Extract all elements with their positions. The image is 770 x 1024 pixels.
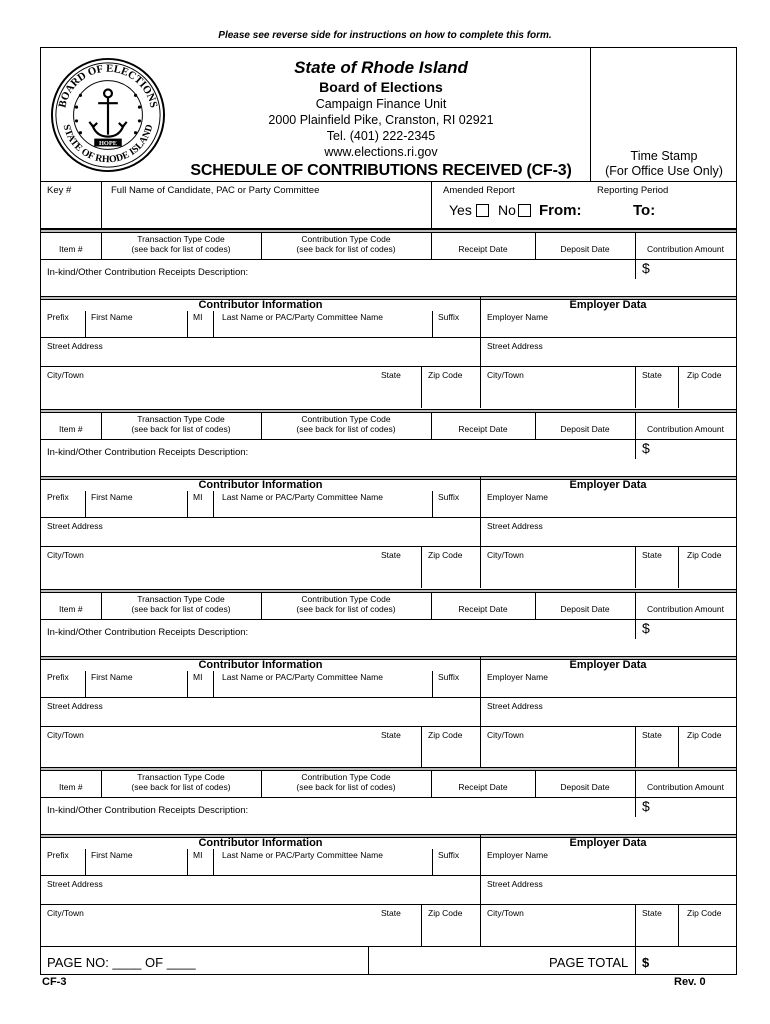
contributor-info-heading: Contributor Information — [198, 299, 323, 311]
contribution-type-hint: (see back for list of codes) — [296, 244, 396, 254]
inkind-description-label: In-kind/Other Contribution Receipts Description: — [47, 627, 249, 638]
contribution-amount-label: Contribution Amount — [646, 782, 725, 792]
prefix-label: Prefix — [47, 492, 69, 502]
item-number-label: Item # — [59, 424, 83, 434]
contribution-entry — [41, 589, 736, 769]
receipt-date-label: Receipt Date — [458, 782, 508, 792]
board-name: Board of Elections — [319, 79, 443, 95]
transaction-type-hint: (see back for list of codes) — [131, 604, 231, 614]
office-use-label: (For Office Use Only) — [605, 164, 723, 178]
employer-street-label: Street Address — [487, 341, 543, 351]
amended-yes-checkbox[interactable] — [476, 204, 489, 217]
state-label: State — [381, 730, 401, 740]
top-note: Please see reverse side for instructions on how to complete this form. — [218, 30, 552, 41]
contribution-entry — [41, 409, 736, 589]
contribution-amount-label: Contribution Amount — [646, 604, 725, 614]
employer-zip-label: Zip Code — [687, 550, 722, 560]
contribution-entry — [41, 229, 736, 409]
employer-data-heading: Employer Data — [569, 837, 647, 849]
zip-label: Zip Code — [428, 550, 463, 560]
reporting-period-label: Reporting Period — [597, 185, 669, 196]
contribution-amount-label: Contribution Amount — [646, 424, 725, 434]
suffix-label: Suffix — [438, 312, 460, 322]
page-footer — [41, 946, 736, 975]
form-title: SCHEDULE OF CONTRIBUTIONS RECEIVED (CF-3) — [190, 162, 572, 179]
deposit-date-label: Deposit Date — [560, 604, 610, 614]
page-total-dollar-sign: $ — [642, 955, 650, 970]
transaction-type-label: Transaction Type Code — [137, 772, 225, 782]
first-name-label: First Name — [91, 850, 133, 860]
amended-no-checkbox[interactable] — [518, 204, 531, 217]
contributor-info-heading: Contributor Information — [198, 837, 323, 849]
employer-city-label: City/Town — [487, 730, 524, 740]
city-label: City/Town — [47, 730, 84, 740]
transaction-type-hint: (see back for list of codes) — [131, 782, 231, 792]
employer-street-label: Street Address — [487, 521, 543, 531]
transaction-type-hint: (see back for list of codes) — [131, 244, 231, 254]
employer-street-label: Street Address — [487, 701, 543, 711]
city-label: City/Town — [47, 370, 84, 380]
employer-zip-label: Zip Code — [687, 908, 722, 918]
item-number-label: Item # — [59, 604, 83, 614]
full-name-label: Full Name of Candidate, PAC or Party Committee — [111, 185, 320, 196]
amount-dollar-sign: $ — [642, 440, 650, 456]
employer-name-label: Employer Name — [487, 672, 548, 682]
street-address-label: Street Address — [47, 879, 103, 889]
contribution-type-label: Contribution Type Code — [301, 772, 391, 782]
employer-state-label: State — [642, 730, 662, 740]
seal-bottom-text: STATE OF RHODE ISLAND — [60, 123, 156, 166]
employer-zip-label: Zip Code — [687, 730, 722, 740]
deposit-date-label: Deposit Date — [560, 782, 610, 792]
last-name-label: Last Name or PAC/Party Committee Name — [222, 672, 383, 682]
zip-label: Zip Code — [428, 730, 463, 740]
seal-hope-banner: HOPE — [98, 139, 118, 147]
suffix-label: Suffix — [438, 492, 460, 502]
receipt-date-label: Receipt Date — [458, 424, 508, 434]
suffix-label: Suffix — [438, 850, 460, 860]
employer-data-heading: Employer Data — [569, 299, 647, 311]
inkind-description-label: In-kind/Other Contribution Receipts Description: — [47, 267, 249, 278]
mi-label: MI — [193, 492, 203, 502]
amended-report-label: Amended Report — [443, 185, 515, 196]
zip-label: Zip Code — [428, 370, 463, 380]
contribution-type-label: Contribution Type Code — [301, 234, 391, 244]
employer-name-label: Employer Name — [487, 492, 548, 502]
employer-city-label: City/Town — [487, 370, 524, 380]
page-total-label: PAGE TOTAL — [549, 955, 629, 970]
street-address-label: Street Address — [47, 701, 103, 711]
deposit-date-label: Deposit Date — [560, 424, 610, 434]
seal-top-text: BOARD OF ELECTIONS — [56, 62, 160, 109]
item-number-label: Item # — [59, 782, 83, 792]
contribution-entry — [41, 767, 736, 947]
agency-phone: Tel. (401) 222-2345 — [326, 129, 436, 143]
employer-state-label: State — [642, 370, 662, 380]
mi-label: MI — [193, 312, 203, 322]
street-address-label: Street Address — [47, 521, 103, 531]
employer-data-heading: Employer Data — [569, 479, 647, 491]
contribution-type-label: Contribution Type Code — [301, 594, 391, 604]
transaction-type-label: Transaction Type Code — [137, 234, 225, 244]
revision-label: Rev. 0 — [674, 976, 706, 988]
employer-data-heading: Employer Data — [569, 659, 647, 671]
unit-name: Campaign Finance Unit — [315, 97, 447, 111]
cf3-form — [40, 47, 737, 975]
prefix-label: Prefix — [47, 672, 69, 682]
form-code: CF-3 — [42, 976, 67, 988]
employer-name-label: Employer Name — [487, 312, 548, 322]
mi-label: MI — [193, 672, 203, 682]
city-label: City/Town — [47, 908, 84, 918]
amended-no-label: No — [498, 202, 516, 218]
first-name-label: First Name — [91, 492, 133, 502]
state-label: State — [381, 370, 401, 380]
first-name-label: First Name — [91, 312, 133, 322]
employer-state-label: State — [642, 550, 662, 560]
employer-name-label: Employer Name — [487, 850, 548, 860]
inkind-description-label: In-kind/Other Contribution Receipts Description: — [47, 805, 249, 816]
deposit-date-label: Deposit Date — [560, 244, 610, 254]
contributor-info-heading: Contributor Information — [198, 659, 323, 671]
prefix-label: Prefix — [47, 312, 69, 322]
amount-dollar-sign: $ — [642, 260, 650, 276]
last-name-label: Last Name or PAC/Party Committee Name — [222, 312, 383, 322]
period-to-label: To: — [633, 202, 656, 219]
report-key-row — [41, 182, 736, 229]
last-name-label: Last Name or PAC/Party Committee Name — [222, 492, 383, 502]
form-header — [41, 48, 736, 182]
employer-street-label: Street Address — [487, 879, 543, 889]
amended-yes-label: Yes — [449, 202, 472, 218]
suffix-label: Suffix — [438, 672, 460, 682]
employer-city-label: City/Town — [487, 550, 524, 560]
first-name-label: First Name — [91, 672, 133, 682]
employer-city-label: City/Town — [487, 908, 524, 918]
transaction-type-label: Transaction Type Code — [137, 594, 225, 604]
zip-label: Zip Code — [428, 908, 463, 918]
employer-state-label: State — [642, 908, 662, 918]
contribution-amount-label: Contribution Amount — [646, 244, 725, 254]
contribution-type-hint: (see back for list of codes) — [296, 782, 396, 792]
contributor-info-heading: Contributor Information — [198, 479, 323, 491]
transaction-type-hint: (see back for list of codes) — [131, 424, 231, 434]
contribution-type-hint: (see back for list of codes) — [296, 424, 396, 434]
city-label: City/Town — [47, 550, 84, 560]
contribution-type-hint: (see back for list of codes) — [296, 604, 396, 614]
agency-address: 2000 Plainfield Pike, Cranston, RI 02921 — [268, 113, 494, 127]
receipt-date-label: Receipt Date — [458, 604, 508, 614]
key-number-label: Key # — [47, 185, 72, 196]
inkind-description-label: In-kind/Other Contribution Receipts Description: — [47, 447, 249, 458]
agency-info — [171, 58, 591, 160]
street-address-label: Street Address — [47, 341, 103, 351]
state-label: State — [381, 908, 401, 918]
mi-label: MI — [193, 850, 203, 860]
employer-zip-label: Zip Code — [687, 370, 722, 380]
agency-website: www.elections.ri.gov — [324, 145, 438, 159]
item-number-label: Item # — [59, 244, 83, 254]
contribution-type-label: Contribution Type Code — [301, 414, 391, 424]
transaction-type-label: Transaction Type Code — [137, 414, 225, 424]
period-from-label: From: — [539, 202, 582, 219]
page-number-field[interactable]: PAGE NO: ____ OF ____ — [47, 955, 196, 970]
state-label: State — [381, 550, 401, 560]
last-name-label: Last Name or PAC/Party Committee Name — [222, 850, 383, 860]
state-name: State of Rhode Island — [294, 58, 468, 77]
amount-dollar-sign: $ — [642, 620, 650, 636]
time-stamp-label: Time Stamp — [630, 149, 698, 163]
amount-dollar-sign: $ — [642, 798, 650, 814]
receipt-date-label: Receipt Date — [458, 244, 508, 254]
board-of-elections-seal — [49, 56, 167, 174]
time-stamp-box — [590, 48, 736, 182]
prefix-label: Prefix — [47, 850, 69, 860]
